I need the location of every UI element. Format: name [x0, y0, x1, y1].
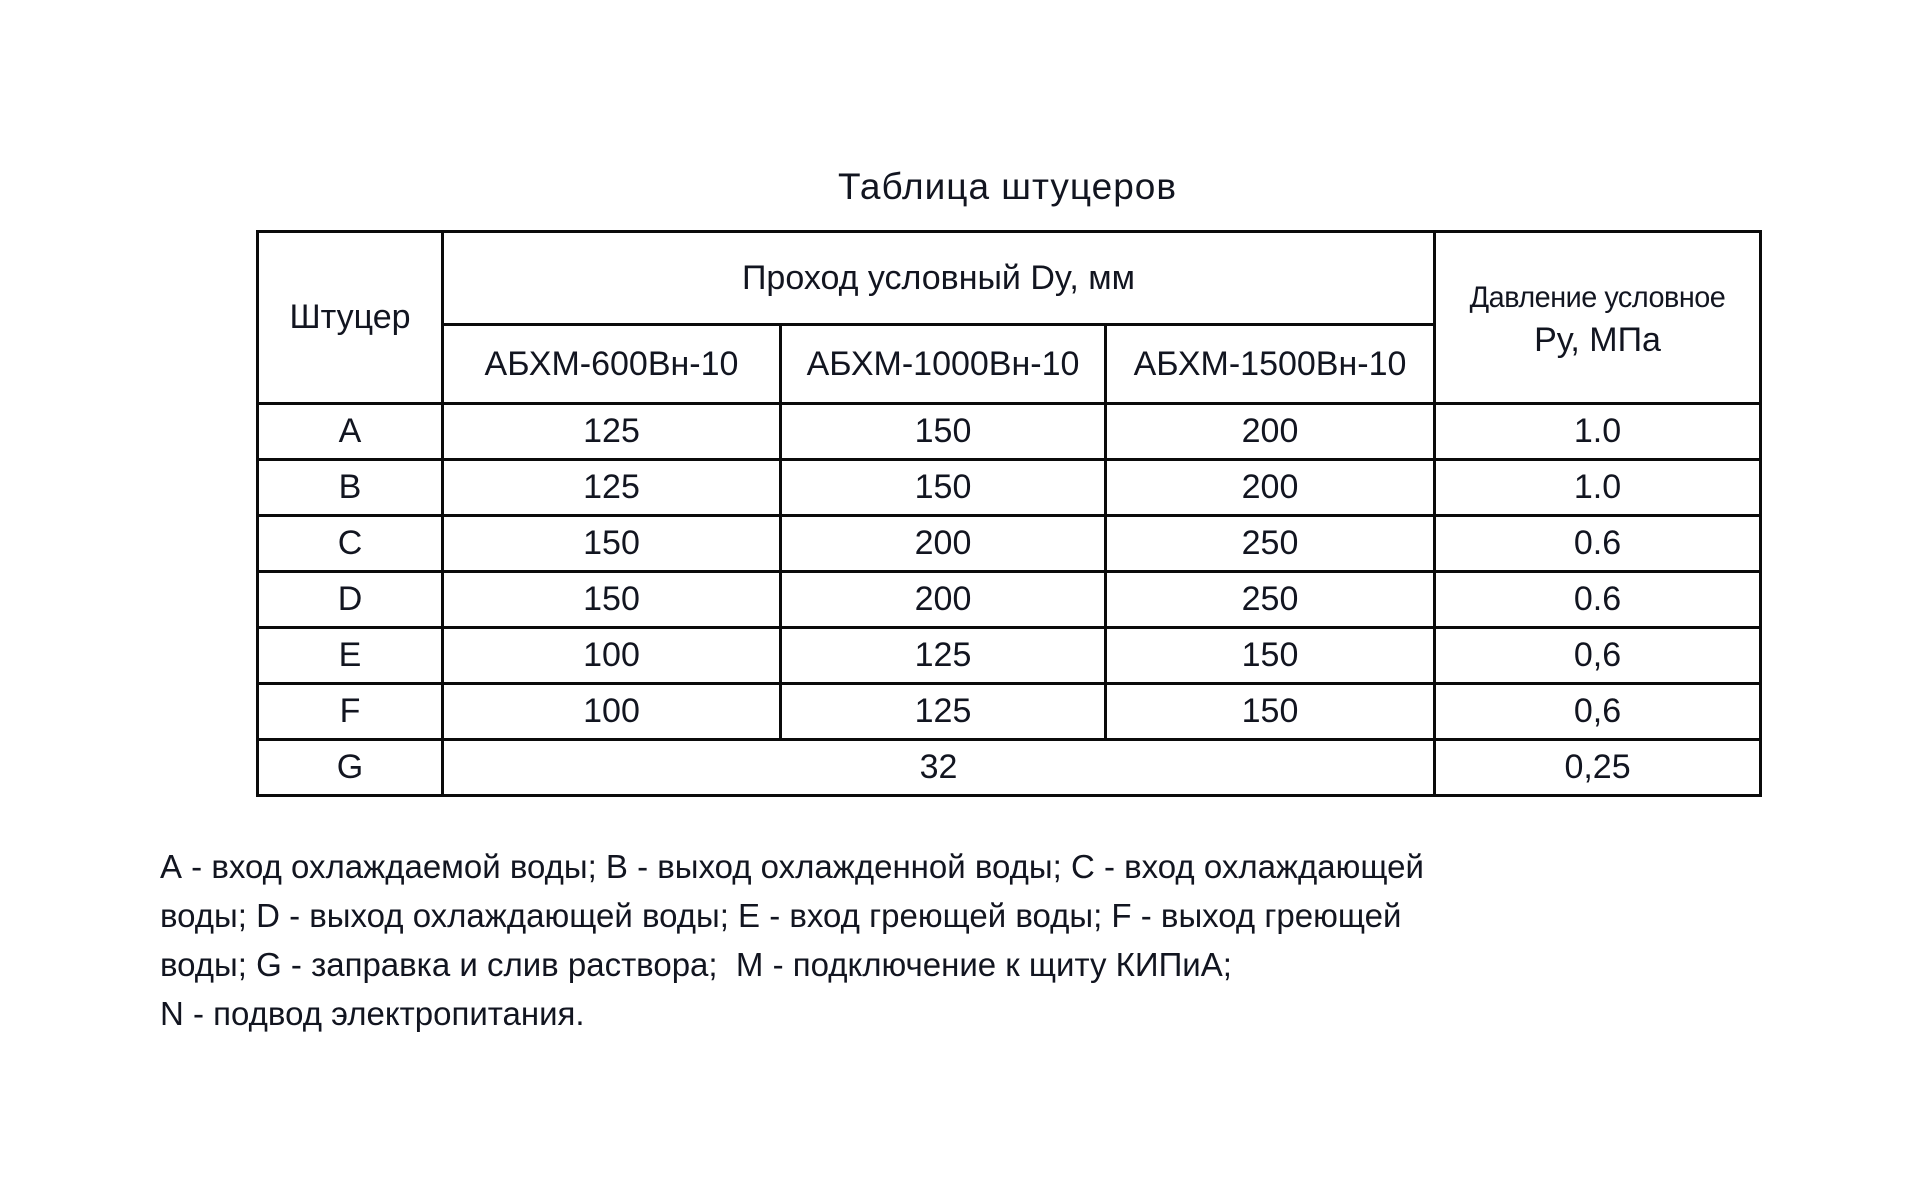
- legend-line: N - подвод электропитания.: [160, 995, 585, 1032]
- column-header-model-1000: АБХМ-1000Вн-10: [781, 325, 1106, 404]
- pressure-value: 1.0: [1435, 460, 1761, 516]
- table-row: [258, 516, 1761, 572]
- dy-value-merged: 32: [443, 740, 1435, 796]
- pressure-value: 0,25: [1435, 740, 1761, 796]
- pressure-value: 0,6: [1435, 684, 1761, 740]
- column-header-model-1500: АБХМ-1500Вн-10: [1106, 325, 1435, 404]
- column-header-model-600: АБХМ-600Вн-10: [443, 325, 781, 404]
- nozzle-id: B: [258, 460, 443, 516]
- dy-value: 125: [443, 460, 781, 516]
- column-header-pressure: [1435, 232, 1761, 404]
- table-row: [258, 572, 1761, 628]
- column-header-nozzle: Штуцер: [258, 232, 443, 404]
- dy-value: 125: [781, 684, 1106, 740]
- dy-value: 200: [781, 516, 1106, 572]
- dy-value: 200: [1106, 460, 1435, 516]
- pressure-value: 1.0: [1435, 404, 1761, 460]
- dy-value: 125: [781, 628, 1106, 684]
- table-row: [258, 628, 1761, 684]
- pressure-value: 0,6: [1435, 628, 1761, 684]
- dy-value: 125: [443, 404, 781, 460]
- legend-text: [160, 842, 1424, 1038]
- dy-value: 150: [1106, 628, 1435, 684]
- dy-value: 150: [781, 460, 1106, 516]
- table-row: [258, 684, 1761, 740]
- column-header-dy-group: Проход условный Dy, мм: [443, 232, 1435, 325]
- dy-value: 100: [443, 684, 781, 740]
- table-row-merged: [258, 740, 1761, 796]
- nozzle-id: F: [258, 684, 443, 740]
- dy-value: 150: [781, 404, 1106, 460]
- table-header-row-group: [258, 232, 1761, 325]
- nozzle-id: C: [258, 516, 443, 572]
- nozzle-id: A: [258, 404, 443, 460]
- table-row: [258, 404, 1761, 460]
- legend-line: А - вход охлаждаемой воды; В - выход охлажденной воды; С - вход охлаждающей: [160, 848, 1424, 885]
- legend-line: воды; G - заправка и слив раствора; М - подключение к щиту КИПиА;: [160, 946, 1232, 983]
- pressure-value: 0.6: [1435, 572, 1761, 628]
- pressure-value: 0.6: [1435, 516, 1761, 572]
- dy-value: 100: [443, 628, 781, 684]
- page-title: Таблица штуцеров: [837, 166, 1178, 207]
- fittings-table: [256, 230, 1762, 797]
- nozzle-id: E: [258, 628, 443, 684]
- dy-value: 150: [443, 572, 781, 628]
- pressure-header-line1: Давление условное: [1469, 280, 1726, 314]
- nozzle-id: G: [258, 740, 443, 796]
- dy-value: 250: [1106, 572, 1435, 628]
- dy-value: 200: [1106, 404, 1435, 460]
- table-row: [258, 460, 1761, 516]
- dy-value: 150: [1106, 684, 1435, 740]
- legend-line: воды; D - выход охлаждающей воды; Е - вход греющей воды; F - выход греющей: [160, 897, 1402, 934]
- dy-value: 200: [781, 572, 1106, 628]
- dy-value: 250: [1106, 516, 1435, 572]
- nozzle-id: D: [258, 572, 443, 628]
- dy-value: 150: [443, 516, 781, 572]
- pressure-header-line2: Ру, МПа: [1534, 320, 1661, 359]
